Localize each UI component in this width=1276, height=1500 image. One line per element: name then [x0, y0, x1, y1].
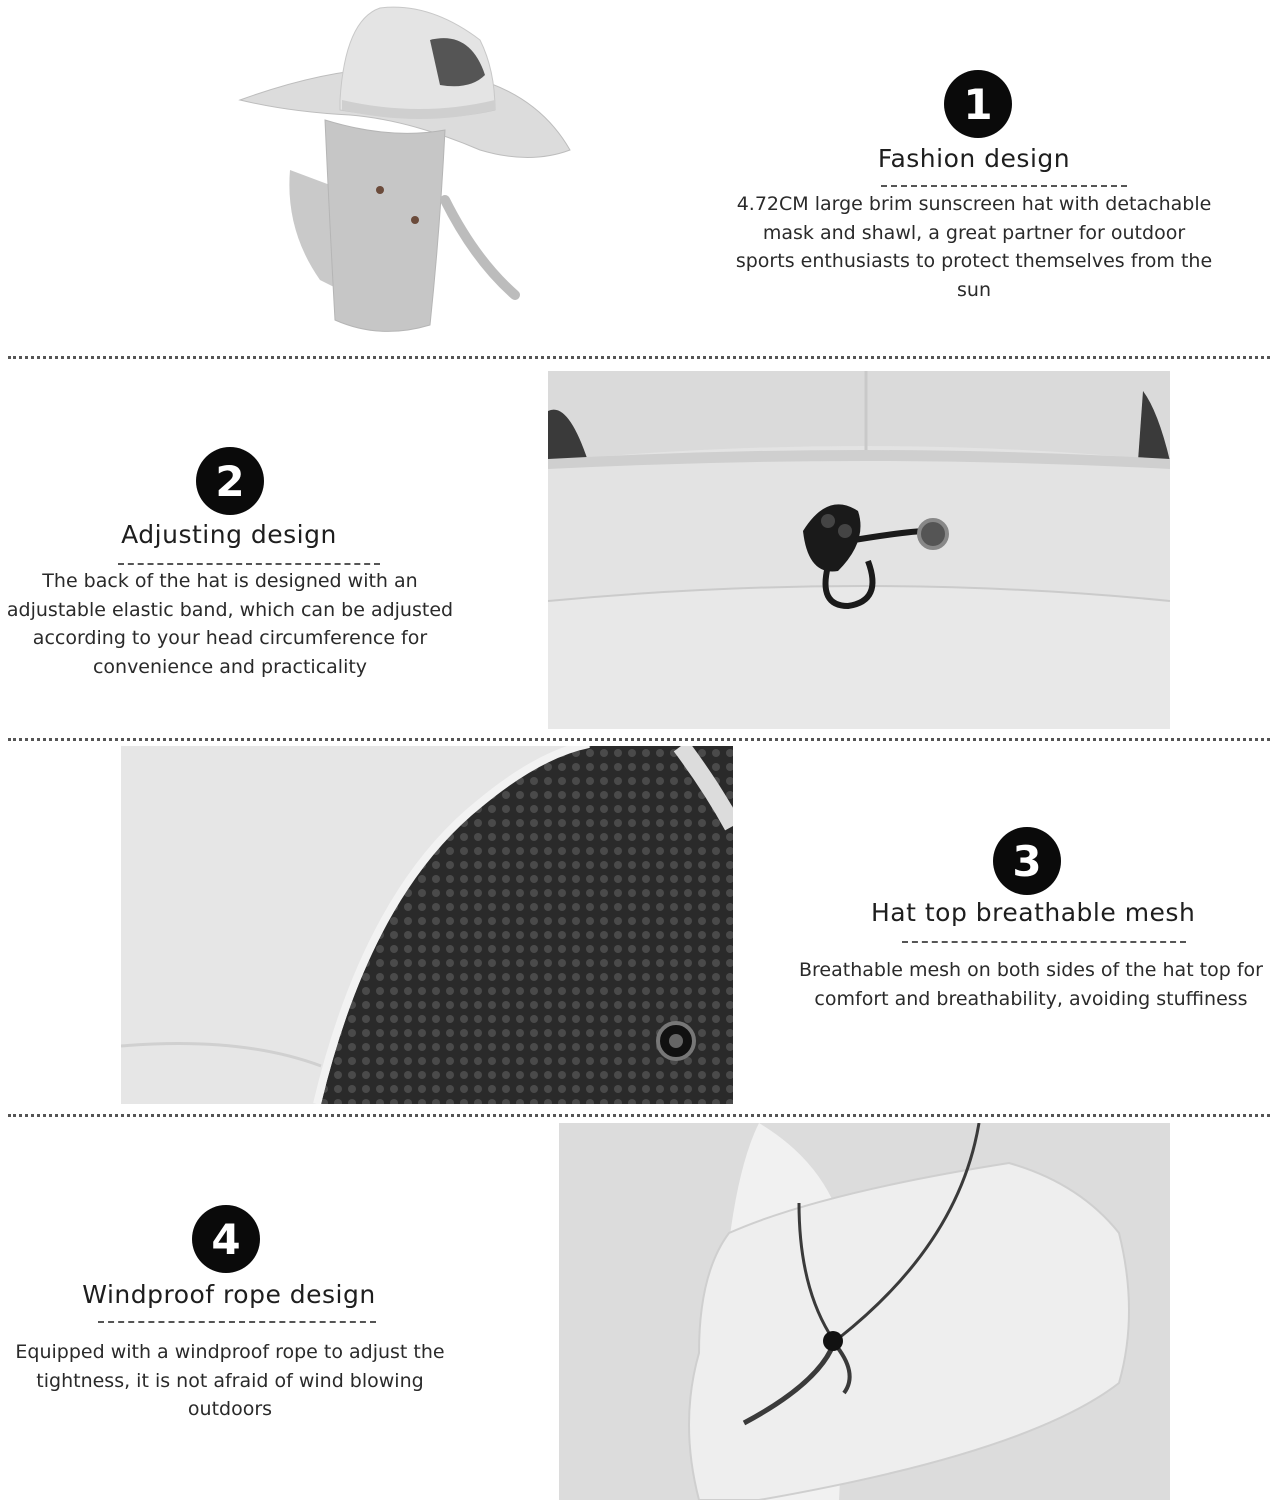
feature-number-badge: 4: [192, 1205, 260, 1273]
feature-title: Adjusting design: [121, 520, 337, 549]
section-divider: [8, 1114, 1270, 1117]
title-underline: [118, 563, 380, 565]
feature-title: Hat top breathable mesh: [871, 898, 1196, 927]
title-underline: [902, 941, 1186, 943]
section-divider: [8, 738, 1270, 741]
feature-title: Fashion design: [877, 144, 1071, 173]
feature-description: Equipped with a windproof rope to adjust the tightness, it is not afraid of wind blowing outdoors: [15, 1341, 445, 1420]
feature-number-badge: 1: [944, 70, 1012, 138]
feature-description: Breathable mesh on both sides of the hat top for comfort and breathability, avoiding stuffiness: [799, 959, 1263, 1010]
windproof-rope-photo: [559, 1123, 1170, 1500]
mesh-closeup-photo: [121, 746, 733, 1104]
section-divider: [8, 356, 1270, 359]
feature-number-badge: 2: [196, 447, 264, 515]
feature-description: The back of the hat is designed with an adjustable elastic band, which can be adjusted according to your head circumference for convenience and practicality: [6, 570, 454, 678]
feature-description: 4.72CM large brim sunscreen hat with detachable mask and shawl, a great partner for outdoor sports enthusiasts to protect themselves from the sun: [735, 193, 1213, 301]
feature-title: Windproof rope design: [82, 1280, 376, 1309]
adjuster-closeup-photo: [548, 371, 1170, 729]
title-underline: [881, 185, 1127, 187]
feature-number-badge: 3: [993, 827, 1061, 895]
title-underline: [98, 1321, 376, 1323]
hat-full-photo: [230, 0, 575, 345]
